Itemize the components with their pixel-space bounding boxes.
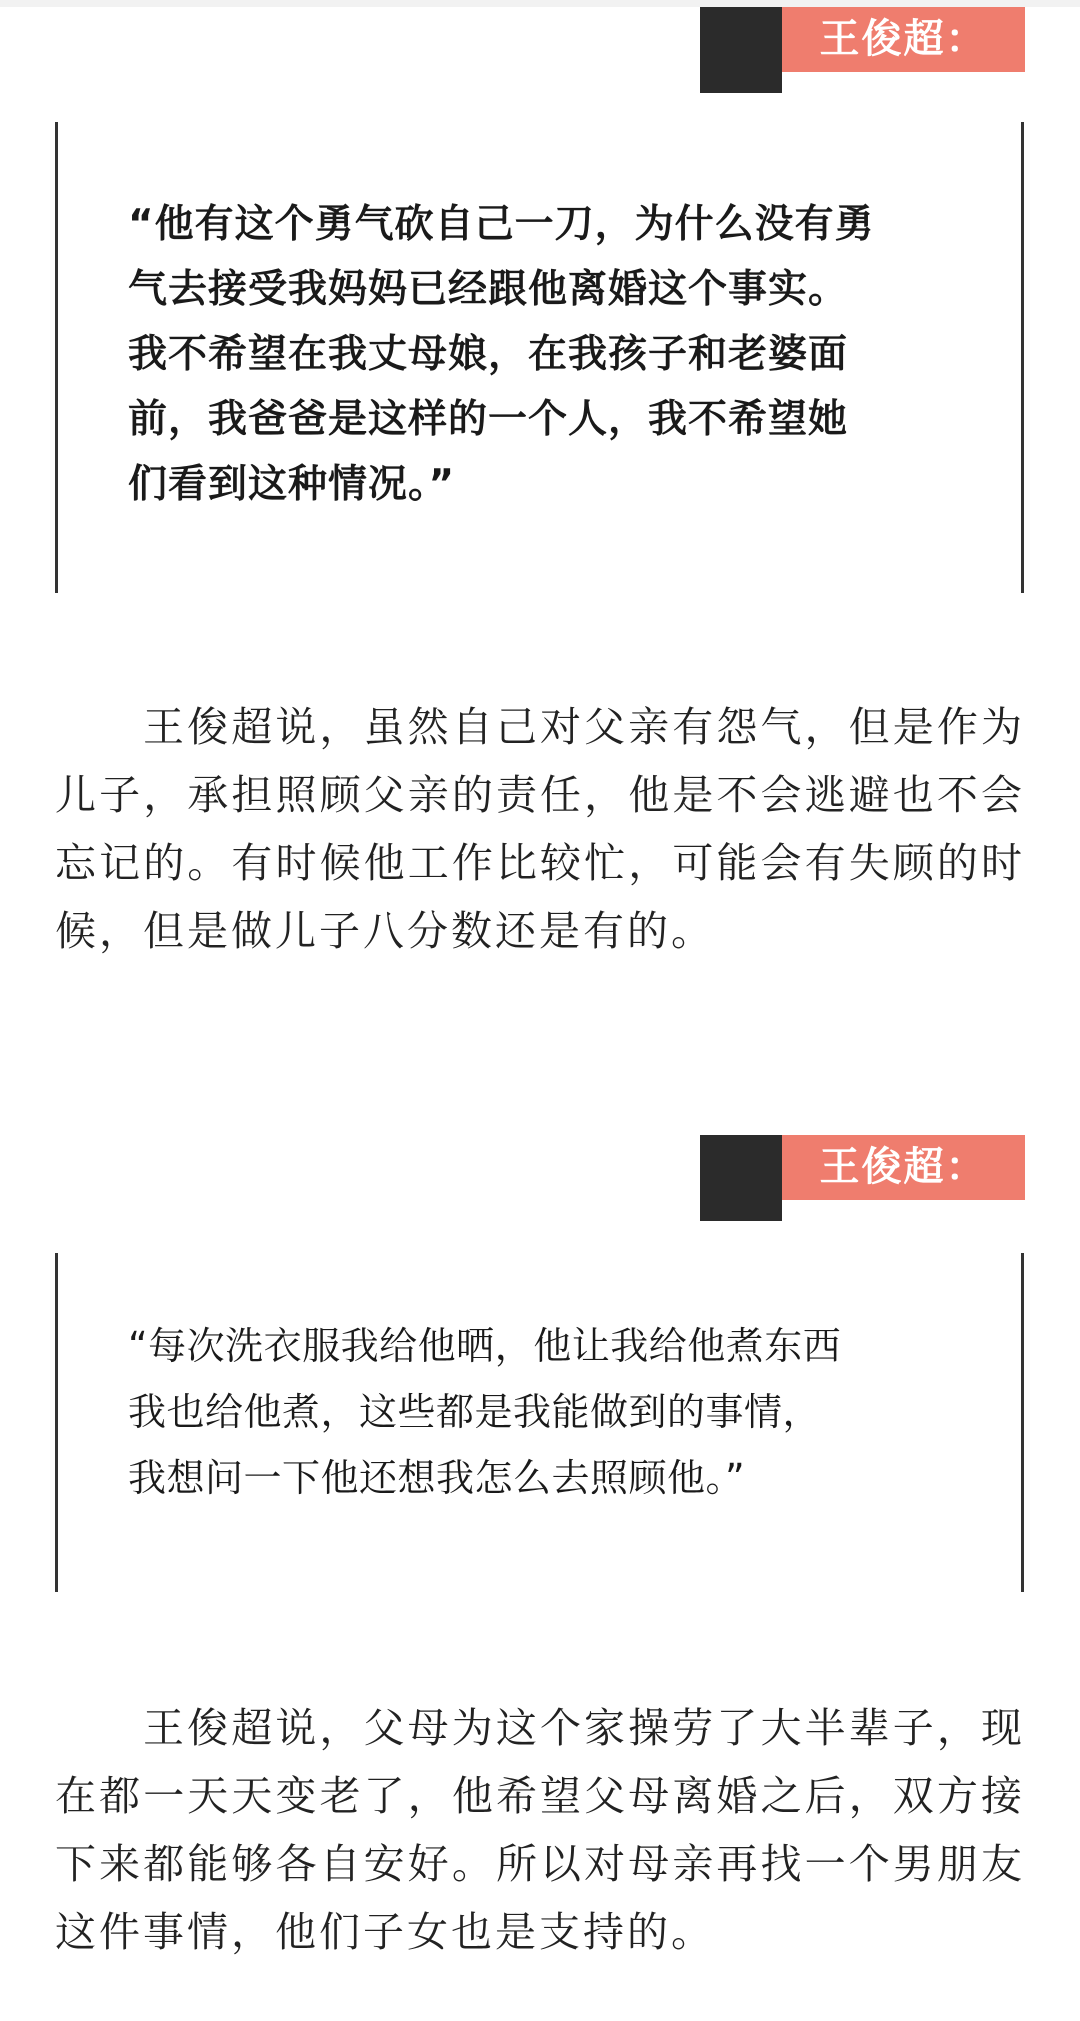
body-paragraph: 王俊超说，父母为这个家操劳了大半辈子，现在都一天天变老了，他希望父母离婚之后，双方接下来都能够各自安好。所以对母亲再找一个男朋友这件事情，他们子女也是支持的。 — [55, 1704, 1025, 1956]
top-divider — [0, 0, 1080, 7]
quote-box — [55, 1253, 1024, 1592]
quote-box — [55, 122, 1024, 593]
speaker-tag — [700, 7, 1025, 93]
speaker-name: 王俊超： — [782, 1135, 1025, 1200]
speaker-tag-accent — [700, 1135, 782, 1221]
speaker-tag — [700, 1135, 1025, 1221]
quote-text: “他有这个勇气砍自己一刀，为什么没有勇 气去接受我妈妈已经跟他离婚这个事实。 我不希望在我丈母娘，在我孩子和老婆面 前，我爸爸是这样的一个人，我不希望她 们看到这种情况。” — [128, 202, 875, 507]
body-paragraph: 王俊超说，虽然自己对父亲有怨气，但是作为儿子，承担照顾父亲的责任，他是不会逃避也不会忘记的。有时候他工作比较忙，可能会有失顾的时候，但是做儿子八分数还是有的。 — [55, 703, 1025, 955]
speaker-name: 王俊超： — [782, 7, 1025, 72]
speaker-tag-accent — [700, 7, 782, 93]
quote-text: “每次洗衣服我给他晒，他让我给他煮东西 我也给他煮，这些都是我能做到的事情， 我想问一下他还想我怎么去照顾他。” — [128, 1324, 842, 1500]
